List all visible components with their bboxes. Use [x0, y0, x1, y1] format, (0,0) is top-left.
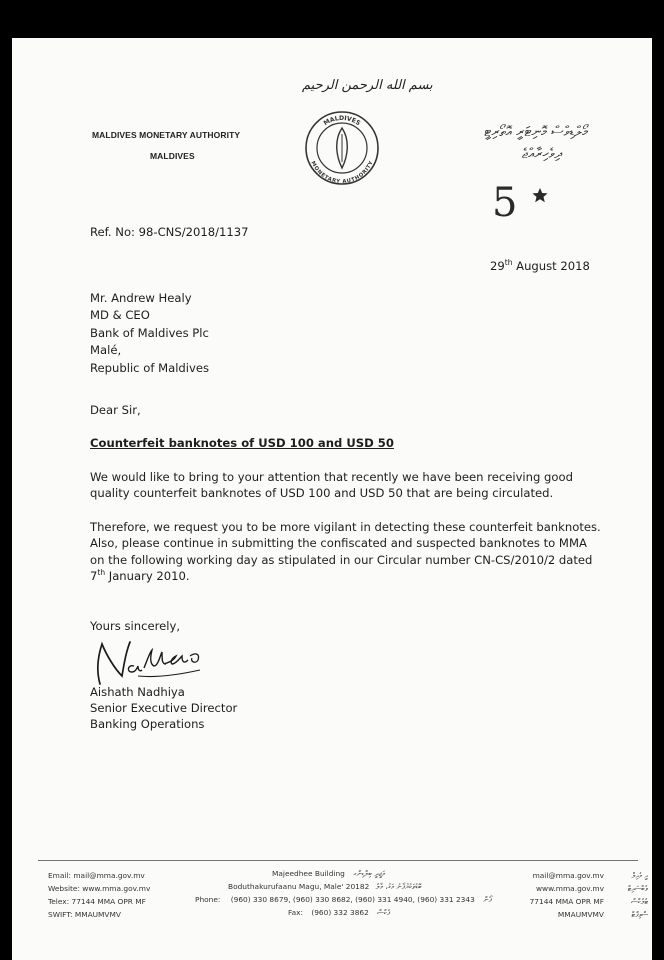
- footer-right-telex: 77144 MMA OPR MF: [529, 897, 604, 906]
- signer-title: Senior Executive Director: [90, 701, 238, 715]
- letter-page: [12, 38, 652, 960]
- handwritten-signature: [78, 634, 218, 690]
- body-paragraph-1: We would like to bring to your attention that recently we have been receiving good quality counterfeit banknotes of USD 100 and USD 50 that are being circulated.: [90, 470, 573, 501]
- footer-building: Majeedhee Building މަޖީދީ ބިލްޑިންގ: [272, 869, 386, 878]
- footer-telex: Telex: 77144 MMA OPR MF: [48, 897, 146, 906]
- salutation: Dear Sir,: [90, 403, 141, 417]
- dhivehi-org-name: މޯލްޑިވްސް މޮނިޓަރީ އޮތޯރިޓީ: [484, 124, 588, 140]
- footer-website: Website: www.mma.gov.mv: [48, 884, 151, 893]
- seal-text-bottom: MONETARY AUTHORITY: [309, 160, 375, 186]
- org-name: MALDIVES MONETARY AUTHORITY: [92, 130, 241, 140]
- reference-number: Ref. No: 98-CNS/2018/1137: [90, 225, 249, 239]
- closing: Yours sincerely,: [90, 619, 181, 633]
- signer-name: Aishath Nadhiya: [90, 685, 185, 699]
- footer-swift: SWIFT: MMAUMVMV: [48, 910, 121, 919]
- footer-right-swift: MMAUMVMV: [557, 910, 604, 919]
- recipient-name: Mr. Andrew Healy: [90, 291, 192, 305]
- footer-email: Email: mail@mma.gov.mv: [48, 871, 145, 880]
- anniversary-50-logo: [490, 170, 554, 224]
- footer-left-contacts: [48, 869, 150, 921]
- footer-right-contacts: [506, 869, 604, 921]
- svg-text:MALDIVES: [323, 115, 362, 127]
- footer-right-website: www.mma.gov.mv: [535, 884, 604, 893]
- recipient-city: Malé,: [90, 343, 122, 358]
- footer-divider: [38, 860, 638, 861]
- footer-right-email: mail@mma.gov.mv: [532, 871, 604, 880]
- subject-line: Counterfeit banknotes of USD 100 and USD 50: [90, 436, 394, 450]
- letter-date: 29th August 2018: [490, 258, 590, 273]
- mma-seal-logo: [302, 108, 382, 188]
- recipient-country: Republic of Maldives: [90, 360, 210, 375]
- signer-department: Banking Operations: [90, 717, 205, 731]
- recipient-title: MD & CEO: [90, 308, 150, 323]
- svg-text:5: 5: [492, 180, 518, 224]
- dhivehi-country: ދިވެހިރާއްޖެ: [521, 146, 562, 162]
- footer-address: Boduthakurufaanu Magu, Male' 20182 ބޮޑުތަކުރުފާނު މަގު، މާލެ: [228, 882, 422, 891]
- recipient-company: Bank of Maldives Plc: [90, 325, 209, 340]
- footer-right-dhivehi-labels: އީ މެއިލް ވެބްސައިޓް ޓެލެކްސް ސްވިފްޓް: [627, 871, 648, 919]
- recipient-address: [90, 290, 209, 377]
- footer-phone: Phone: (960) 330 8679, (960) 330 8682, (960) 331 4940, (960) 331 2343 ފޯން: [195, 895, 492, 904]
- bismillah-calligraphy: بسم الله الرحمن الرحيم: [302, 78, 433, 93]
- org-country: MALDIVES: [150, 151, 195, 161]
- body-paragraph-2: Therefore, we request you to be more vigilant in detecting these counterfeit banknotes. Also, please continue in submitting the confiscated and suspected banknotes to MMA on the following working day as stipulated in our Circular number CN-CS/2010/2 dated 7th January 2010.: [90, 520, 601, 584]
- seal-text-top: MALDIVES: [322, 114, 362, 128]
- footer-fax: Fax: (960) 332 3862 ފެކްސް: [288, 908, 390, 917]
